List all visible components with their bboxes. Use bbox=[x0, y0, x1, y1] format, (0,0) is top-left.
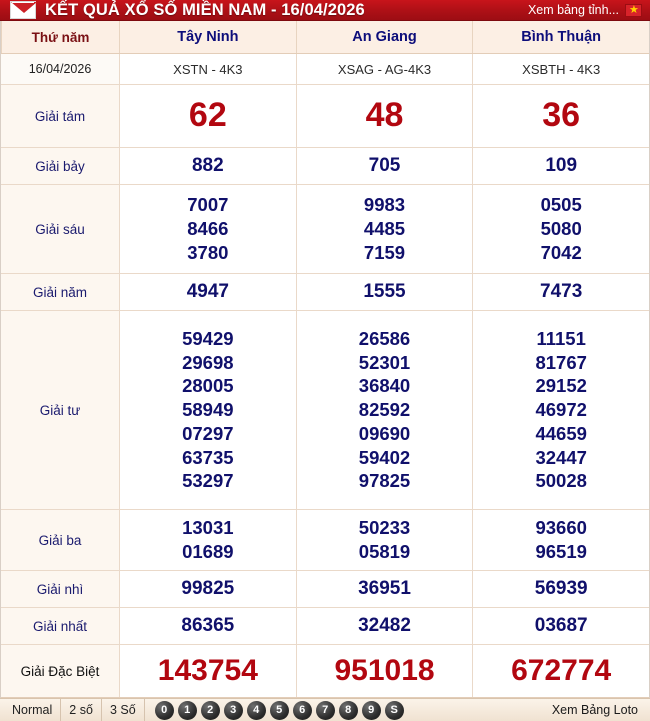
prize-number: 36840 bbox=[358, 375, 411, 397]
ticket-code-3: XSBTH - 4K3 bbox=[472, 54, 649, 84]
prize-cell bbox=[119, 645, 296, 697]
prize-number: 58949 bbox=[182, 399, 234, 421]
prize-number: 7042 bbox=[540, 241, 582, 263]
table-subheader-row bbox=[1, 54, 649, 85]
prize-cell bbox=[472, 85, 649, 147]
filter-3-digits-button[interactable]: 3 Số bbox=[102, 699, 145, 721]
view-province-table-link[interactable]: Xem bảng tỉnh... bbox=[527, 3, 619, 17]
prize-number: 29698 bbox=[182, 351, 234, 373]
prize-number: 03687 bbox=[534, 614, 588, 636]
prize-label: Giải nhất bbox=[1, 608, 119, 644]
prize-label: Giải tám bbox=[1, 85, 119, 147]
digit-ball-8[interactable]: 8 bbox=[339, 701, 358, 720]
draw-date: 16/04/2026 bbox=[1, 54, 119, 84]
column-header-province-2[interactable]: An Giang bbox=[296, 21, 473, 53]
prize-cell bbox=[296, 85, 473, 147]
prize-number: 5080 bbox=[540, 218, 582, 240]
prize-number: 882 bbox=[191, 154, 224, 176]
ticket-code-2: XSAG - AG-4K3 bbox=[296, 54, 473, 84]
prize-cell bbox=[472, 608, 649, 644]
table-row bbox=[1, 645, 649, 698]
mail-icon bbox=[10, 1, 36, 19]
digit-ball-4[interactable]: 4 bbox=[247, 701, 266, 720]
prize-cell bbox=[119, 608, 296, 644]
prize-number: 1555 bbox=[363, 280, 406, 302]
prize-cell bbox=[472, 571, 649, 607]
prize-label: Giải tư bbox=[1, 311, 119, 509]
prize-label: Giải bảy bbox=[1, 148, 119, 184]
prize-label: Giải ba bbox=[1, 510, 119, 570]
prize-number: 50233 bbox=[358, 517, 411, 539]
prize-cell bbox=[472, 274, 649, 310]
table-row bbox=[1, 510, 649, 571]
column-header-province-1[interactable]: Tây Ninh bbox=[119, 21, 296, 53]
page-header bbox=[0, 0, 650, 21]
prize-number: 32447 bbox=[535, 446, 587, 468]
prize-cell bbox=[472, 645, 649, 697]
prize-number: 52301 bbox=[358, 351, 411, 373]
prize-cell bbox=[296, 645, 473, 697]
filter-normal-button[interactable]: Normal bbox=[8, 699, 61, 721]
prize-number: 36 bbox=[542, 96, 581, 135]
prize-number: 59429 bbox=[182, 328, 234, 350]
digit-ball-0[interactable]: 0 bbox=[155, 701, 174, 720]
prize-number: 93660 bbox=[535, 517, 587, 539]
prize-number: 26586 bbox=[358, 328, 411, 350]
flag-vietnam-icon bbox=[625, 4, 642, 17]
table-row bbox=[1, 274, 649, 311]
column-header-province-3[interactable]: Bình Thuận bbox=[472, 21, 649, 53]
digit-ball-1[interactable]: 1 bbox=[178, 701, 197, 720]
prize-number: 62 bbox=[188, 96, 227, 135]
digit-ball-s[interactable]: S bbox=[385, 701, 404, 720]
prize-number: 36951 bbox=[358, 577, 411, 599]
prize-number: 8466 bbox=[187, 218, 229, 240]
prize-cell bbox=[119, 510, 296, 570]
prize-number: 05819 bbox=[358, 541, 411, 562]
prize-cell bbox=[119, 148, 296, 184]
prize-label: Giải Đặc Biệt bbox=[1, 645, 119, 697]
prize-number: 29152 bbox=[535, 375, 587, 397]
prize-number: 4485 bbox=[363, 218, 406, 240]
table-row bbox=[1, 185, 649, 274]
digit-ball-7[interactable]: 7 bbox=[316, 701, 335, 720]
prize-number: 0505 bbox=[540, 194, 582, 216]
prize-cell bbox=[296, 148, 473, 184]
header-actions[interactable] bbox=[528, 3, 642, 17]
prize-number: 50028 bbox=[535, 470, 587, 492]
prize-number: 109 bbox=[545, 154, 578, 176]
prize-number: 86365 bbox=[181, 614, 235, 636]
prize-number: 44659 bbox=[535, 422, 587, 444]
table-row bbox=[1, 571, 649, 608]
prize-number: 09690 bbox=[358, 422, 411, 444]
prize-label: Giải năm bbox=[1, 274, 119, 310]
prize-number: 46972 bbox=[535, 399, 587, 421]
prize-number: 7159 bbox=[363, 241, 406, 263]
prize-number: 32482 bbox=[358, 614, 411, 636]
prize-number: 3780 bbox=[187, 241, 229, 263]
prize-cell bbox=[472, 148, 649, 184]
page-title: KẾT QUẢ XỔ SỐ MIỀN NAM - 16/04/2026 bbox=[45, 0, 365, 19]
prize-cell bbox=[119, 85, 296, 147]
digit-ball-2[interactable]: 2 bbox=[201, 701, 220, 720]
prize-number: 99825 bbox=[181, 577, 235, 599]
digit-ball-3[interactable]: 3 bbox=[224, 701, 243, 720]
prize-number: 97825 bbox=[358, 470, 411, 492]
footer-toolbar bbox=[0, 698, 650, 721]
table-row bbox=[1, 311, 649, 510]
prize-number: 63735 bbox=[182, 446, 234, 468]
prize-number: 4947 bbox=[186, 280, 229, 302]
table-row bbox=[1, 85, 649, 148]
prize-number: 56939 bbox=[534, 577, 588, 599]
prize-number: 28005 bbox=[182, 375, 234, 397]
prize-cell bbox=[296, 608, 473, 644]
prize-cell bbox=[296, 274, 473, 310]
prize-cell bbox=[296, 510, 473, 570]
prize-number: 11151 bbox=[536, 328, 586, 350]
prize-cell bbox=[296, 311, 473, 509]
prize-number: 01689 bbox=[182, 541, 234, 562]
prize-cell bbox=[472, 510, 649, 570]
prize-cell bbox=[119, 571, 296, 607]
prize-cell bbox=[472, 185, 649, 273]
prize-number: 96519 bbox=[535, 541, 587, 562]
prize-cell bbox=[296, 571, 473, 607]
ticket-code-1: XSTN - 4K3 bbox=[119, 54, 296, 84]
prize-cell bbox=[119, 311, 296, 509]
column-header-day: Thứ năm bbox=[1, 21, 119, 53]
prize-cell bbox=[472, 311, 649, 509]
prize-number: 9983 bbox=[363, 194, 406, 216]
prize-number: 672774 bbox=[511, 653, 612, 687]
prize-label: Giải nhì bbox=[1, 571, 119, 607]
prize-number: 07297 bbox=[182, 422, 234, 444]
prize-number: 7473 bbox=[540, 280, 583, 302]
digit-ball-9[interactable]: 9 bbox=[362, 701, 381, 720]
prize-number: 7007 bbox=[187, 194, 229, 216]
view-loto-table-link[interactable]: Xem Bảng Loto bbox=[551, 703, 638, 717]
results-table bbox=[0, 21, 650, 698]
prize-number: 81767 bbox=[535, 351, 587, 373]
prize-number: 82592 bbox=[358, 399, 411, 421]
table-row bbox=[1, 608, 649, 645]
prize-number: 951018 bbox=[334, 653, 435, 687]
prize-cell bbox=[296, 185, 473, 273]
digit-ball-6[interactable]: 6 bbox=[293, 701, 312, 720]
table-header-row bbox=[1, 21, 649, 54]
prize-cell bbox=[119, 274, 296, 310]
prize-number: 13031 bbox=[182, 517, 234, 539]
prize-number: 705 bbox=[368, 154, 401, 176]
digit-ball-5[interactable]: 5 bbox=[270, 701, 289, 720]
digit-filter-group bbox=[155, 701, 404, 720]
prize-number: 53297 bbox=[182, 470, 234, 492]
prize-number: 59402 bbox=[358, 446, 411, 468]
prize-cell bbox=[119, 185, 296, 273]
table-row bbox=[1, 148, 649, 185]
filter-2-digits-button[interactable]: 2 số bbox=[61, 699, 102, 721]
prize-number: 143754 bbox=[157, 653, 258, 687]
prize-number: 48 bbox=[365, 96, 404, 135]
prize-label: Giải sáu bbox=[1, 185, 119, 273]
